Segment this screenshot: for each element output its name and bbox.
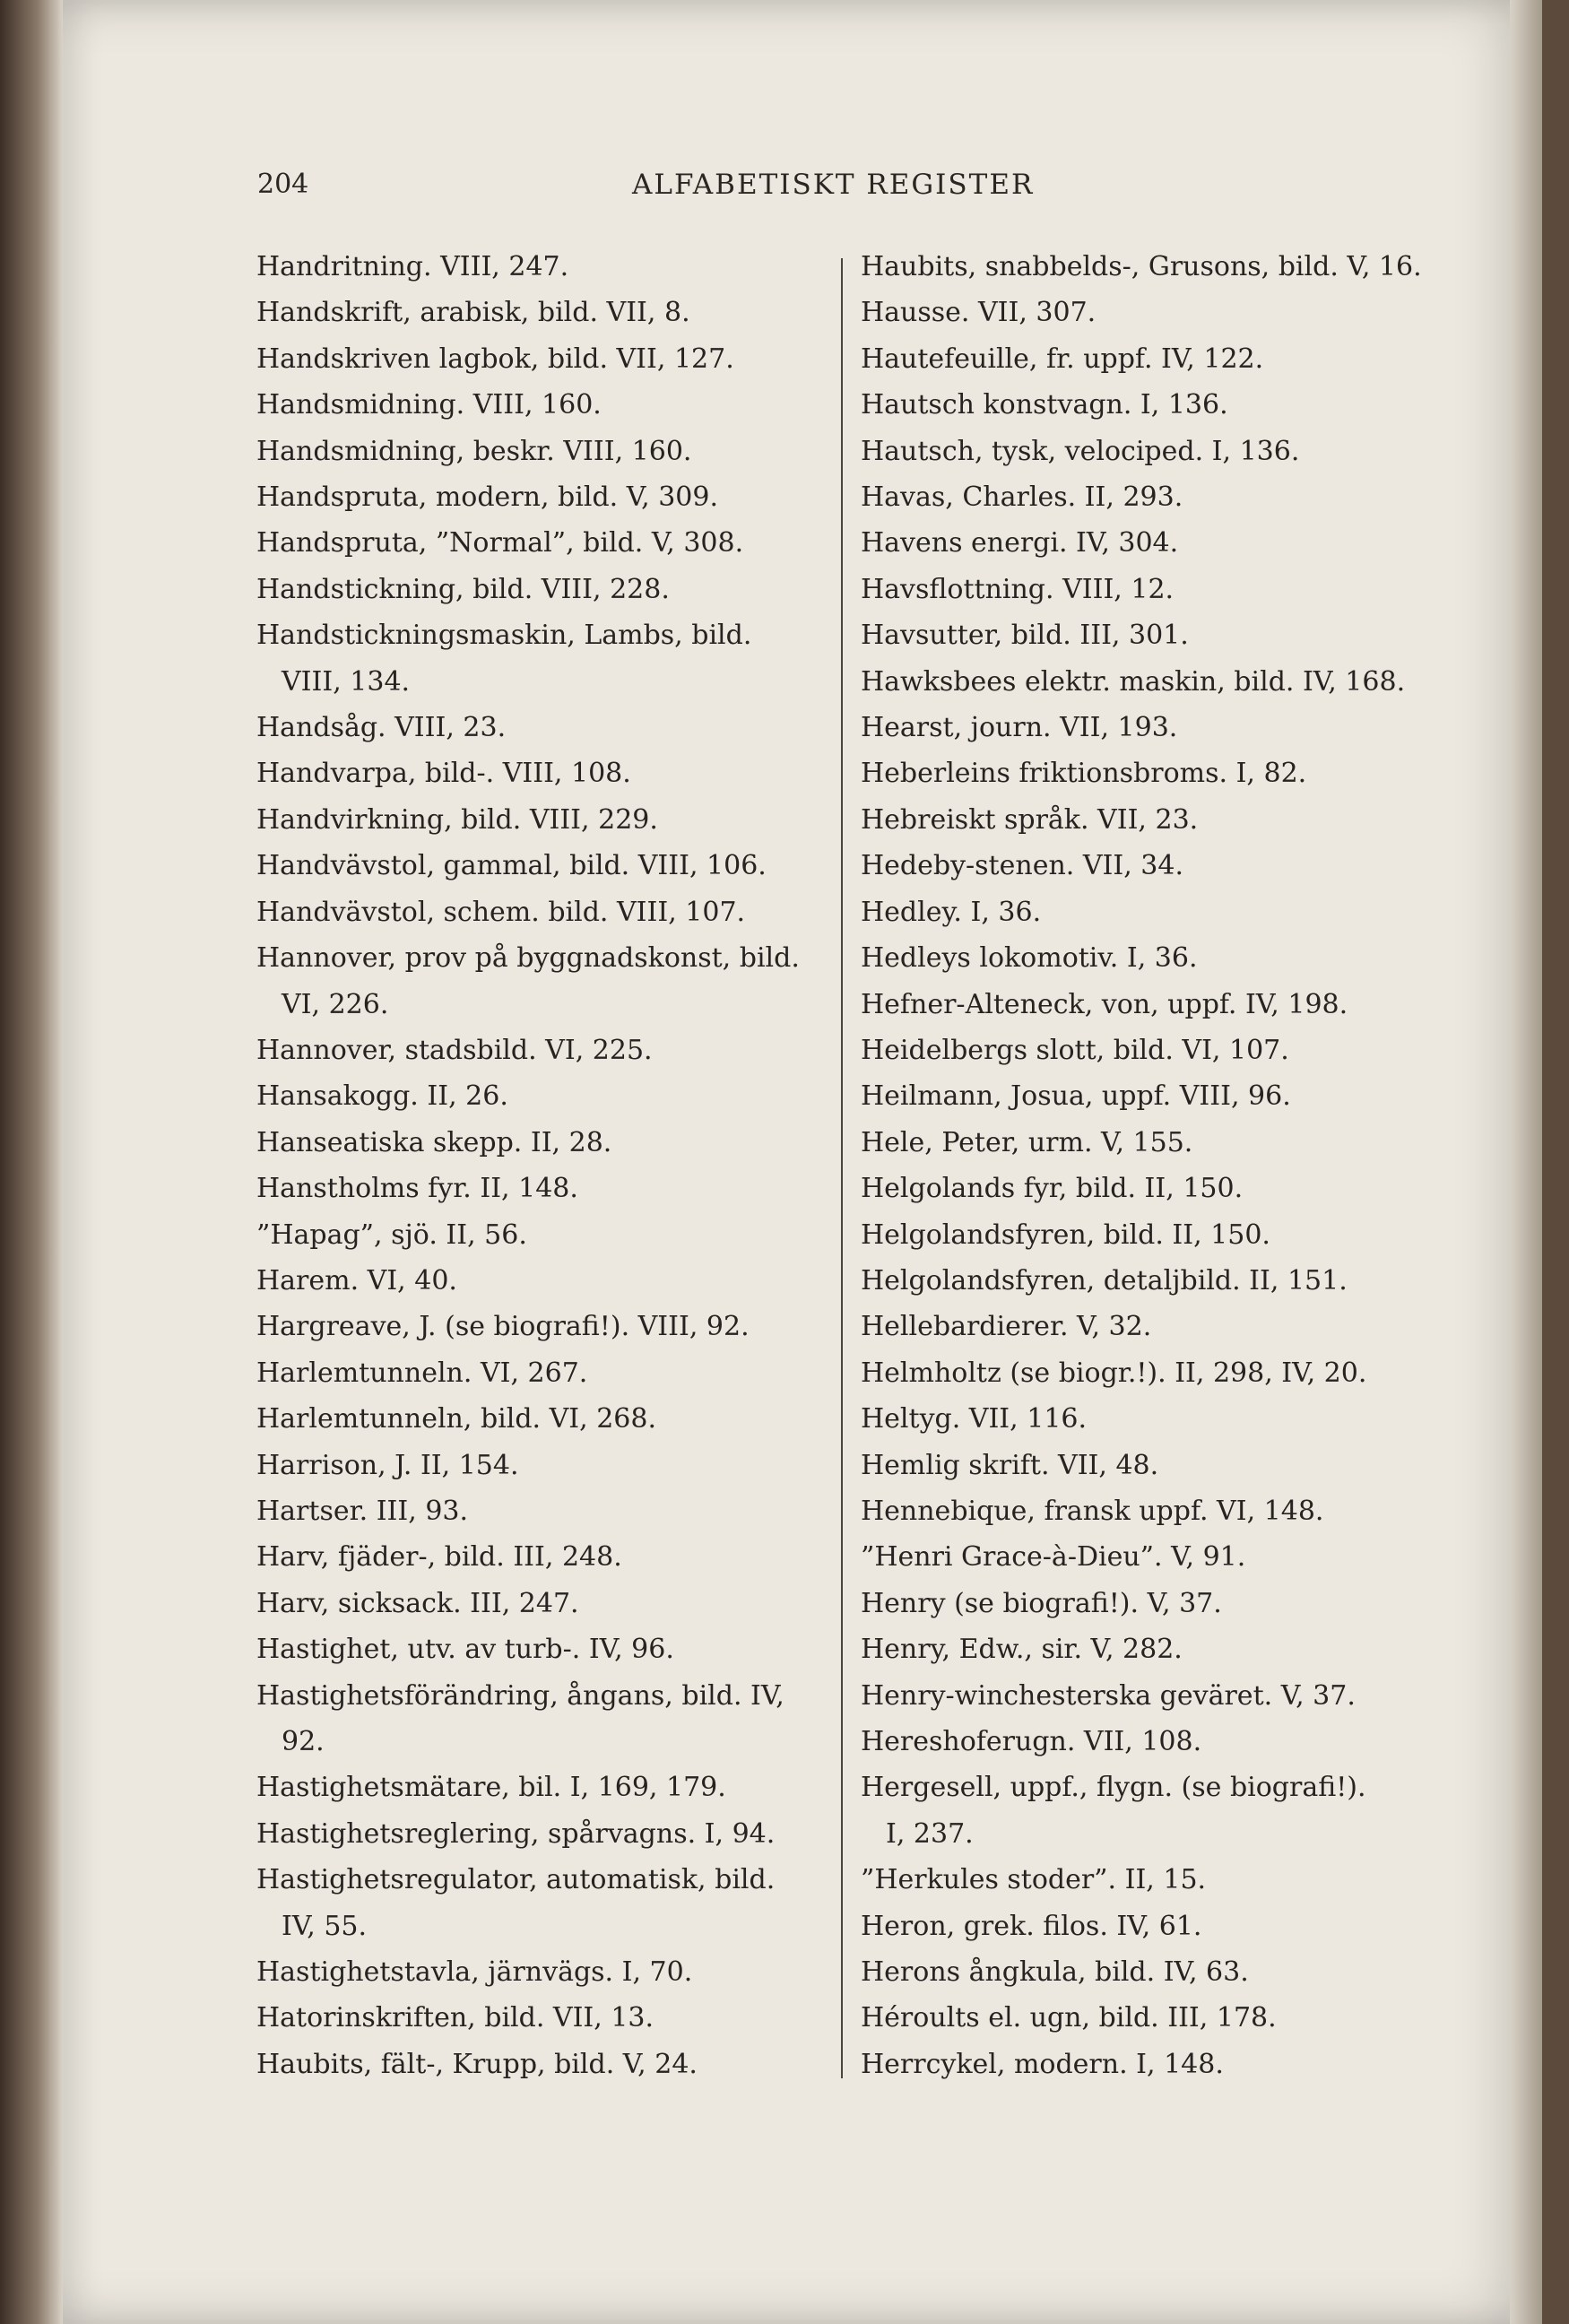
index-entry: Hanseatiska skepp. II, 28. — [256, 1126, 612, 1158]
index-entry: Hereshoferugn. VII, 108. — [861, 1726, 1202, 1757]
index-entry: Hedeby-stenen. VII, 34. — [861, 850, 1183, 882]
index-entry: Handvarpa, bild-. VIII, 108. — [256, 758, 631, 790]
index-entry: Hausse. VII, 307. — [861, 297, 1097, 329]
index-entry: Handvävstol, schem. bild. VIII, 107. — [256, 896, 746, 928]
index-entry: Handvävstol, gammal, bild. VIII, 106. — [256, 850, 767, 882]
index-entry: Harrison, J. II, 154. — [256, 1449, 519, 1481]
index-entry: Helgolandsfyren, detaljbild. II, 151. — [861, 1264, 1348, 1296]
index-entry: Hedley. I, 36. — [861, 896, 1042, 928]
index-entry: Herrcykel, modern. I, 148. — [861, 2048, 1224, 2080]
index-entry: Hautefeuille, fr. uppf. IV, 122. — [861, 343, 1264, 375]
index-entry: Havsutter, bild. III, 301. — [861, 620, 1189, 652]
index-entry: Hannover, stadsbild. VI, 225. — [256, 1034, 653, 1066]
index-entry: Handsmidning. VIII, 160. — [256, 389, 602, 421]
index-entry: Hele, Peter, urm. V, 155. — [861, 1126, 1193, 1158]
index-entry: Hebreiskt språk. VII, 23. — [861, 803, 1199, 836]
index-entry: 92. — [282, 1726, 325, 1757]
index-entry: Handstickningsmaskin, Lambs, bild. — [256, 620, 752, 652]
page-number: 204 — [257, 169, 309, 200]
index-entry: Harv, fjäder-, bild. III, 248. — [256, 1541, 622, 1574]
index-entry: Hautsch konstvagn. I, 136. — [861, 389, 1228, 421]
index-entry: Hanstholms fyr. II, 148. — [256, 1173, 578, 1205]
index-entry: Handspruta, ”Normal”, bild. V, 308. — [256, 527, 744, 559]
index-entry: Helgolands fyr, bild. II, 150. — [861, 1173, 1244, 1205]
index-entry: Harem. VI, 40. — [256, 1264, 457, 1296]
index-entry: Hastighetstavla, järnvägs. I, 70. — [256, 1956, 693, 1989]
index-entry: Handsåg. VIII, 23. — [256, 712, 507, 744]
index-entry: Henry, Edw., sir. V, 282. — [861, 1634, 1183, 1666]
index-column-left — [256, 244, 830, 2087]
index-entry: Hautsch, tysk, velociped. I, 136. — [861, 435, 1300, 467]
index-entry: ”Henri Grace-à-Dieu”. V, 91. — [861, 1541, 1246, 1574]
index-entry: Helgolandsfyren, bild. II, 150. — [861, 1218, 1270, 1251]
column-divider — [841, 258, 843, 2078]
index-entry: Handsmidning, beskr. VIII, 160. — [256, 435, 692, 467]
index-entry: Hastighetsförändring, ångans, bild. IV, — [256, 1679, 784, 1712]
book-gutter — [0, 0, 63, 2324]
index-entry: Heron, grek. filos. IV, 61. — [861, 1910, 1202, 1942]
index-entry: Henry (se biografi!). V, 37. — [861, 1587, 1222, 1619]
index-entry: VI, 226. — [282, 988, 389, 1020]
index-entry: Hastighet, utv. av turb-. IV, 96. — [256, 1634, 674, 1666]
index-entry: Hastighetsreglering, spårvagns. I, 94. — [256, 1817, 776, 1850]
running-title: ALFABETISKT REGISTER — [632, 169, 1035, 201]
index-entry: ”Herkules stoder”. II, 15. — [861, 1864, 1207, 1896]
index-entry: Hargreave, J. (se biografi!). VIII, 92. — [256, 1311, 750, 1343]
index-entry: Hatorinskriften, bild. VII, 13. — [256, 2002, 654, 2034]
page-edge — [1510, 0, 1542, 2324]
index-entry: Harlemtunneln. VI, 267. — [256, 1357, 588, 1389]
index-entry: Handritning. VIII, 247. — [256, 251, 569, 282]
index-entry: Havas, Charles. II, 293. — [861, 481, 1183, 514]
page-header — [0, 169, 1569, 213]
index-entry: Haubits, fält-, Krupp, bild. V, 24. — [256, 2048, 698, 2080]
index-entry: Handskrift, arabisk, bild. VII, 8. — [256, 297, 690, 329]
index-entry: Heltyg. VII, 116. — [861, 1403, 1088, 1435]
index-entry: Hastighetsmätare, bil. I, 169, 179. — [256, 1772, 726, 1804]
index-entry: Hawksbees elektr. maskin, bild. IV, 168. — [861, 665, 1406, 698]
index-entry: Haubits, snabbelds-, Grusons, bild. V, 16. — [861, 251, 1422, 282]
index-entry: Harlemtunneln, bild. VI, 268. — [256, 1403, 657, 1435]
index-entry: Hedleys lokomotiv. I, 36. — [861, 942, 1198, 975]
index-column-right — [861, 244, 1422, 2087]
index-entry: Hellebardierer. V, 32. — [861, 1311, 1152, 1343]
index-entry: Handstickning, bild. VIII, 228. — [256, 573, 670, 605]
index-entry: Henry-winchesterska geväret. V, 37. — [861, 1679, 1356, 1712]
index-entry: Hefner-Alteneck, von, uppf. IV, 198. — [861, 988, 1348, 1020]
index-entry: Harv, sicksack. III, 247. — [256, 1587, 579, 1619]
index-entry: Handskriven lagbok, bild. VII, 127. — [256, 343, 734, 375]
index-entry: Hansakogg. II, 26. — [256, 1080, 508, 1113]
index-entry: Hartser. III, 93. — [256, 1495, 469, 1527]
index-entry: Handvirkning, bild. VIII, 229. — [256, 803, 658, 836]
index-entry: Hennebique, fransk uppf. VI, 148. — [861, 1495, 1324, 1527]
index-entry: Helmholtz (se biogr.!). II, 298, IV, 20. — [861, 1357, 1367, 1389]
index-entry: VIII, 134. — [282, 665, 411, 698]
index-entry: Heilmann, Josua, uppf. VIII, 96. — [861, 1080, 1291, 1113]
index-entry: Hergesell, uppf., flygn. (se biografi!). — [861, 1772, 1366, 1804]
index-entry: Heidelbergs slott, bild. VI, 107. — [861, 1034, 1289, 1066]
index-entry: IV, 55. — [282, 1910, 368, 1942]
index-entry: Handspruta, modern, bild. V, 309. — [256, 481, 719, 514]
index-entry: Heberleins friktionsbroms. I, 82. — [861, 758, 1307, 790]
index-entry: Herons ångkula, bild. IV, 63. — [861, 1956, 1249, 1989]
index-entry: ”Hapag”, sjö. II, 56. — [256, 1218, 527, 1251]
index-entry: Hannover, prov på byggnadskonst, bild. — [256, 942, 800, 975]
index-entry: Hearst, journ. VII, 193. — [861, 712, 1178, 744]
index-entry: Hemlig skrift. VII, 48. — [861, 1449, 1159, 1481]
index-entry: Havsflottning. VIII, 12. — [861, 573, 1175, 605]
index-entry: Héroults el. ugn, bild. III, 178. — [861, 2002, 1277, 2034]
index-entry: Havens energi. IV, 304. — [861, 527, 1179, 559]
index-entry: I, 237. — [886, 1817, 974, 1850]
index-entry: Hastighetsregulator, automatisk, bild. — [256, 1864, 776, 1896]
